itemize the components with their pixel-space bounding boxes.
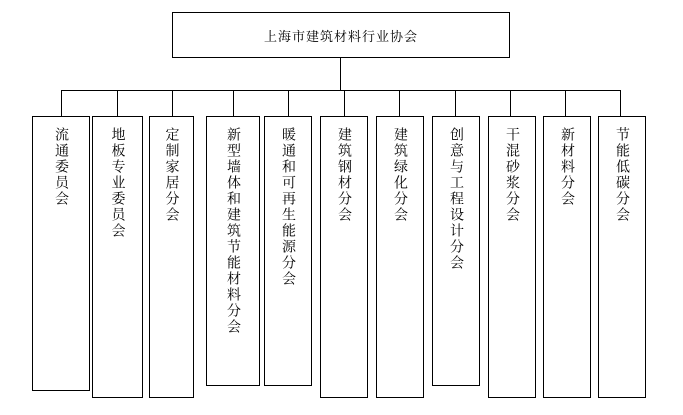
- drop-line-8: [455, 90, 456, 116]
- child-node-4-label: 新型墙体和建筑节能材料分会: [225, 127, 242, 335]
- child-node-3-label: 定制家居分会: [163, 127, 180, 223]
- drop-line-2: [117, 90, 118, 116]
- drop-line-9: [510, 90, 511, 116]
- child-node-2-label: 地板专业委员会: [109, 127, 126, 239]
- drop-line-1: [61, 90, 62, 116]
- drop-line-5: [288, 90, 289, 116]
- child-node-6: [320, 116, 368, 398]
- child-node-5: [264, 116, 312, 386]
- child-node-10-label: 新材料分会: [559, 127, 576, 207]
- child-node-4: [206, 116, 260, 386]
- drop-line-3: [172, 90, 173, 116]
- root-node-label: 上海市建筑材料行业协会: [263, 29, 418, 45]
- drop-line-6: [344, 90, 345, 116]
- child-node-8-label: 创意与工程设计分会: [448, 127, 465, 271]
- child-node-5-label: 暖通和可再生能源分会: [280, 127, 297, 287]
- child-node-1-label: 流通委员会: [53, 127, 70, 207]
- child-node-9-label: 干混砂浆分会: [504, 127, 521, 223]
- child-node-7: [376, 116, 424, 398]
- child-node-6-label: 建筑钢材分会: [336, 127, 353, 223]
- root-stem-line: [340, 58, 341, 90]
- child-node-7-label: 建筑绿化分会: [392, 127, 409, 223]
- drop-line-11: [620, 90, 621, 116]
- root-node: [172, 12, 510, 58]
- child-node-8: [432, 116, 480, 386]
- drop-line-7: [399, 90, 400, 116]
- drop-line-10: [565, 90, 566, 116]
- child-node-10: [543, 116, 591, 398]
- child-node-9: [488, 116, 536, 398]
- horizontal-bus-line: [61, 90, 620, 91]
- child-node-11: [598, 116, 646, 398]
- child-node-2: [92, 116, 143, 398]
- child-node-1: [32, 116, 90, 391]
- child-node-3: [149, 116, 194, 398]
- child-node-11-label: 节能低碳分会: [614, 127, 631, 223]
- drop-line-4: [233, 90, 234, 116]
